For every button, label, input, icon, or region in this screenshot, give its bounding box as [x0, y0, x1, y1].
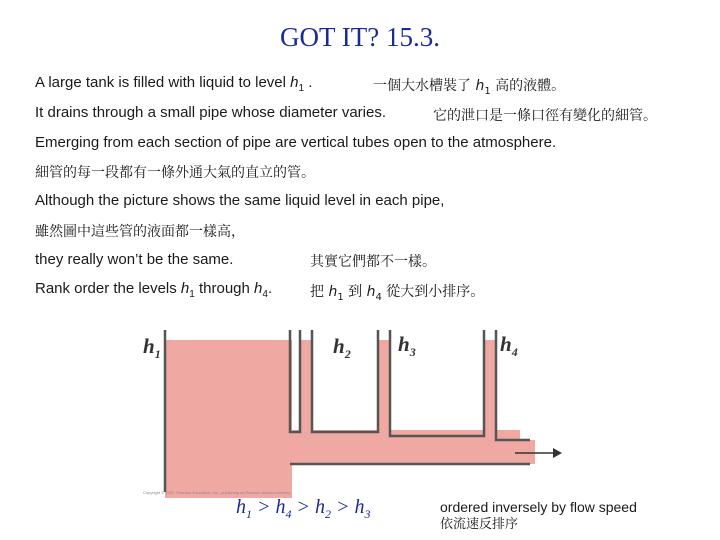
answer-ranking: $h_1 > h_4 > h_2 > h_3$	[236, 496, 371, 521]
answer-note	[440, 499, 637, 533]
label-h1: $h_1$	[143, 334, 161, 361]
note-zh: 依流速反排序	[440, 517, 519, 532]
line-8-en: Rank order the levels $h_1$ through $h_4$.	[35, 280, 273, 300]
line-4-zh: 細管的每一段都有一條外通大氣的直立的管。	[35, 165, 315, 181]
label-h2: $h_2$	[333, 334, 351, 361]
line-5-en: Although the picture shows the same liquid level in each pipe,	[35, 192, 445, 209]
line-6-zh: 雖然圖中這些管的液面都一樣高，	[35, 224, 245, 240]
label-h4: $h_4$	[500, 332, 518, 359]
line-1-en: A large tank is filled with liquid to level $h_1$ .	[35, 74, 313, 94]
line-7-zh: 其實它們都不一樣。	[310, 254, 436, 270]
liquid	[165, 340, 535, 498]
line-8-zh: 把 $h_1$ 到 $h_4$ 從大到小排序。	[310, 284, 485, 303]
line-2-zh: 它的泄口是一條口徑有變化的細管。	[433, 108, 657, 124]
copyright-text: Copyright © 2007, Pearson Education, Inc., publishing as Pearson Addison-Wesley.	[143, 490, 291, 495]
slide-title: GOT IT? 15.3.	[280, 22, 440, 52]
line-1-zh: 一個大水槽裝了 $h_1$ 高的液體。	[373, 78, 566, 97]
line-2-en: It drains through a small pipe whose diameter varies.	[35, 104, 387, 121]
label-h3: $h_3$	[398, 332, 416, 359]
note-en: ordered inversely by flow speed	[440, 499, 637, 515]
line-7-en: they really won’t be the same.	[35, 251, 234, 268]
line-3-en: Emerging from each section of pipe are vertical tubes open to the atmosphere.	[35, 134, 557, 151]
